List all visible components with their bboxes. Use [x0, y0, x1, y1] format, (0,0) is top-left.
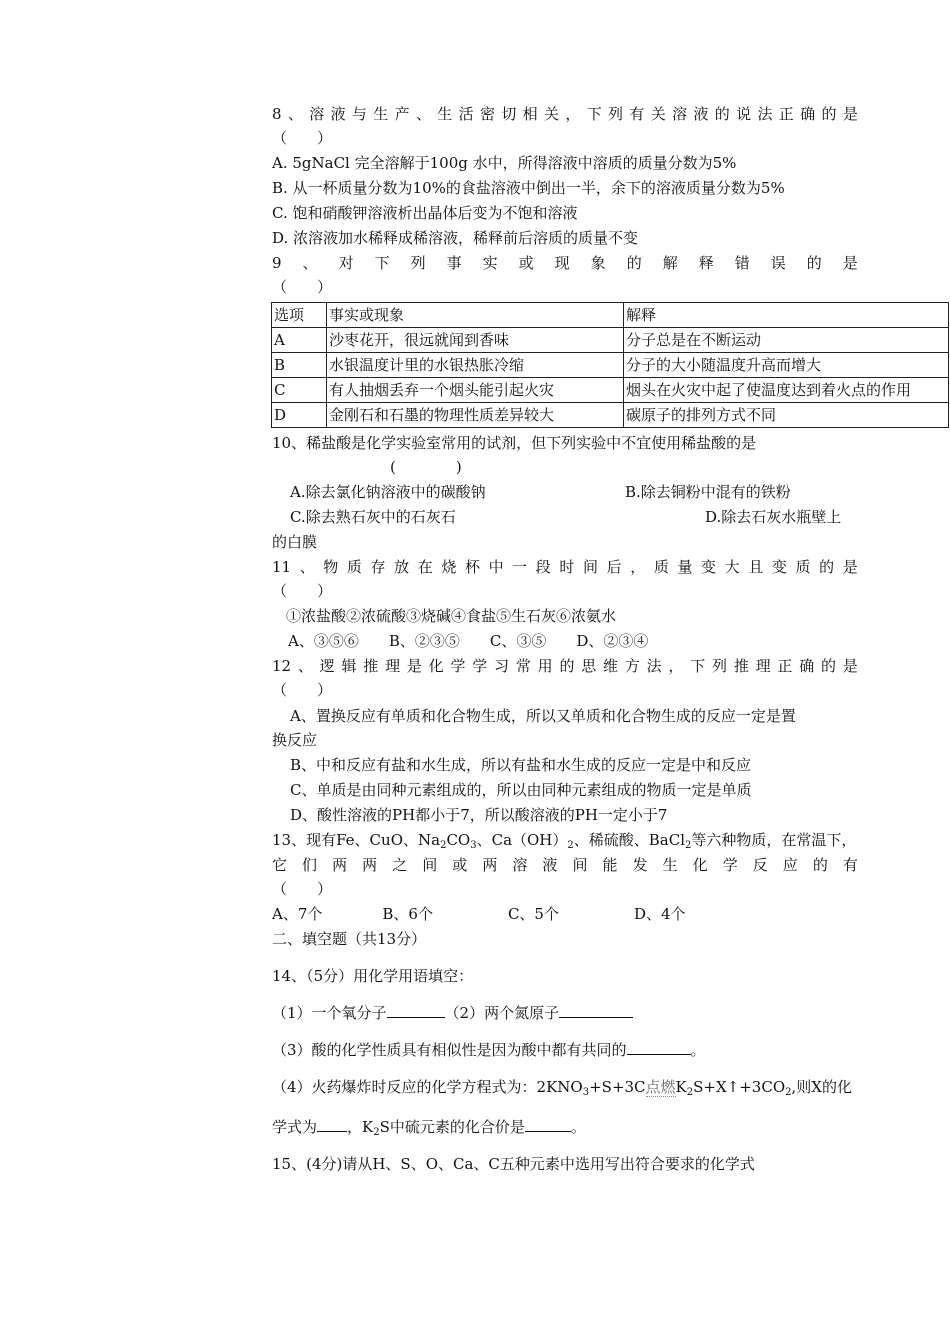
stem-char: 或	[518, 254, 534, 272]
table-header-cell: 选项	[272, 303, 327, 328]
table-cell: D	[272, 403, 327, 428]
q10-option-a: A.除去氯化钠溶液中的碳酸钠	[290, 483, 486, 501]
q14-line4	[272, 1116, 586, 1138]
table-cell: C	[272, 378, 327, 403]
q14-line3	[272, 1076, 852, 1098]
q13-line2	[272, 854, 858, 876]
stem-char: 变	[771, 558, 787, 576]
subscript: 2	[373, 1127, 380, 1138]
stem-char: 的	[714, 105, 730, 123]
stem-char: 密	[479, 105, 495, 123]
q9-table	[271, 302, 949, 428]
stem-char: 们	[302, 856, 318, 874]
text: 。	[690, 1041, 706, 1059]
q12-paren: （ ）	[272, 681, 333, 699]
q14-stem: 14、（5分）用化学用语填空：	[272, 967, 474, 985]
stem-char: ，	[668, 657, 684, 675]
stem-char: 化	[692, 856, 708, 874]
table-cell: 金刚石和石墨的物理性质差异较大	[327, 403, 624, 428]
stem-char: 确	[800, 105, 816, 123]
q11-stem	[272, 556, 858, 578]
stem-char: 9	[272, 254, 282, 272]
answer-blank[interactable]	[559, 1003, 633, 1018]
table-cell: 沙枣花开，很远就闻到香味	[327, 328, 624, 353]
stem-char: 溶	[309, 105, 325, 123]
stem-char: 间	[583, 558, 599, 576]
q12-option-d: D、酸性溶液的PH都小于7，所以酸溶液的PH一定小于7	[290, 806, 668, 824]
q13-paren: （ ）	[272, 880, 333, 898]
stem-char: 解	[662, 254, 678, 272]
reaction-condition: 点燃	[645, 1078, 676, 1096]
table-cell: 烟头在火灾中起了使温度达到着火点的作用	[624, 378, 949, 403]
subscript: 2	[567, 840, 574, 851]
q11-options: A、③⑤⑥ B、②③⑤ C、③⑤ D、②③④	[288, 632, 649, 650]
text: （4）火药爆炸时反应的化学方程式为：2KNO	[272, 1078, 583, 1096]
q12-stem	[272, 655, 858, 677]
stem-char: 正	[777, 657, 793, 675]
stem-char: 后	[606, 558, 622, 576]
stem-char: 维	[603, 657, 619, 675]
subscript: 2	[785, 1087, 792, 1098]
q10-option-d-cont: 的白膜	[272, 533, 318, 551]
table-header-cell: 解释	[624, 303, 949, 328]
table-row	[272, 353, 949, 378]
stem-char: 是	[842, 105, 858, 123]
stem-char: 方	[624, 657, 640, 675]
stem-char: 反	[752, 856, 768, 874]
q10-option-c: C.除去熟石灰中的石灰石	[290, 508, 456, 526]
stem-char: 推	[733, 657, 749, 675]
stem-char: 切	[501, 105, 517, 123]
stem-char: 、	[302, 254, 318, 272]
stem-char: 生	[437, 105, 453, 123]
text: （2）两个氮原子	[444, 1004, 560, 1022]
stem-char: 中	[488, 558, 504, 576]
stem-char: 之	[392, 856, 408, 874]
stem-char: 两	[362, 856, 378, 874]
stem-char: 两	[332, 856, 348, 874]
stem-char: 学	[450, 657, 466, 675]
stem-char: 推	[363, 657, 379, 675]
stem-char: 正	[778, 105, 794, 123]
table-cell: 碳原子的排列方式不同	[624, 403, 949, 428]
table-row	[272, 328, 949, 353]
stem-char: 液	[330, 105, 346, 123]
stem-char: ，	[565, 105, 581, 123]
stem-char: 误	[770, 254, 786, 272]
stem-char: 常	[515, 657, 531, 675]
stem-char: 事	[446, 254, 462, 272]
q14-line2	[272, 1039, 706, 1061]
stem-char: 质	[346, 558, 362, 576]
stem-char: 能	[602, 856, 618, 874]
table-header-cell: 事实或现象	[327, 303, 624, 328]
table-cell: 有人抽烟丢弃一个烟头能引起火灾	[327, 378, 624, 403]
stem-char: 存	[370, 558, 386, 576]
text: CO	[446, 831, 471, 849]
stem-char: 在	[417, 558, 433, 576]
stem-char: 下	[586, 105, 602, 123]
stem-char: 说	[736, 105, 752, 123]
stem-char: 质	[795, 558, 811, 576]
stem-char: 、	[299, 558, 315, 576]
stem-char: 有	[629, 105, 645, 123]
stem-char: 现	[554, 254, 570, 272]
stem-char: 的	[559, 657, 575, 675]
subscript: 2	[685, 840, 692, 851]
stem-char: 12	[272, 657, 292, 675]
text: K	[675, 1078, 687, 1096]
stem-char: 有	[842, 856, 858, 874]
stem-char: 逻	[319, 657, 335, 675]
table-cell: A	[272, 328, 327, 353]
stem-char: 生	[373, 105, 389, 123]
subscript: 3	[582, 1087, 590, 1098]
text: （3）酸的化学性质具有相似性是因为酸中都有共同的	[272, 1041, 627, 1059]
q10-stem: 10、稀盐酸是化学实验室常用的试剂，但下列实验中不宜使用稀盐酸的是	[272, 434, 757, 452]
text: 学式为	[272, 1118, 318, 1136]
stem-char: 溶	[512, 856, 528, 874]
stem-char: 的	[821, 105, 837, 123]
stem-char: 11	[272, 558, 292, 576]
q12-option-b: B、中和反应有盐和水生成，所以有盐和水生成的反应一定是中和反应	[290, 756, 752, 774]
stem-char: 的	[626, 254, 642, 272]
answer-blank[interactable]	[387, 1003, 445, 1018]
stem-char: 释	[698, 254, 714, 272]
stem-char: 杯	[464, 558, 480, 576]
stem-char: 生	[662, 856, 678, 874]
stem-char: 是	[842, 657, 858, 675]
table-row	[272, 378, 949, 403]
stem-char: ，	[630, 558, 646, 576]
q15-stem: 15、(4分)请从H、S、O、Ca、C五种元素中选用写出符合要求的化学式	[272, 1155, 755, 1173]
q8-option-d: D. 浓溶液加水稀释成稀溶液，稀释前后溶质的质量不变	[272, 229, 639, 247]
table-cell: B	[272, 353, 327, 378]
text: ,则X的化	[791, 1078, 852, 1096]
q9-paren: （ ）	[272, 278, 333, 296]
stem-char: 间	[572, 856, 588, 874]
stem-char: 列	[712, 657, 728, 675]
text: S+X↑+3CO	[693, 1078, 786, 1096]
stem-char: 理	[755, 657, 771, 675]
stem-char: 列	[608, 105, 624, 123]
stem-char: 关	[650, 105, 666, 123]
stem-char: 变	[701, 558, 717, 576]
stem-char: 间	[422, 856, 438, 874]
stem-char: 液	[693, 105, 709, 123]
table-row	[272, 403, 949, 428]
stem-char: 、	[297, 657, 313, 675]
stem-char: 的	[819, 558, 835, 576]
stem-char: 、	[415, 105, 431, 123]
stem-char: 是	[842, 558, 858, 576]
q13-options: A、7个 B、6个 C、5个 D、4个	[272, 905, 686, 923]
stem-char: 应	[782, 856, 798, 874]
answer-blank[interactable]	[317, 1117, 347, 1132]
stem-char: 液	[542, 856, 558, 874]
section-title: 二、填空题（共13分）	[272, 930, 427, 948]
stem-char: 的	[806, 254, 822, 272]
subscript: 2	[440, 840, 447, 851]
stem-char: 的	[812, 856, 828, 874]
stem-char: 时	[559, 558, 575, 576]
table-cell: 水银温度计里的水银热胀冷缩	[327, 353, 624, 378]
text: 。	[570, 1118, 586, 1136]
subscript: 3	[470, 840, 477, 851]
stem-char: 错	[734, 254, 750, 272]
stem-char: 的	[821, 657, 837, 675]
stem-char: 习	[494, 657, 510, 675]
stem-char: 一	[512, 558, 528, 576]
stem-char: 学	[722, 856, 738, 874]
stem-char: 对	[338, 254, 354, 272]
stem-char: 思	[581, 657, 597, 675]
stem-char: 相	[522, 105, 538, 123]
answer-blank[interactable]	[627, 1040, 691, 1055]
stem-char: 活	[458, 105, 474, 123]
table-header-row	[272, 303, 949, 328]
stem-char: 理	[385, 657, 401, 675]
stem-char: 下	[374, 254, 390, 272]
stem-char: 且	[748, 558, 764, 576]
q12-option-c: C、单质是由同种元素组成的，所以由同种元素组成的物质一定是单质	[290, 781, 752, 799]
stem-char: 用	[537, 657, 553, 675]
stem-char: 发	[632, 856, 648, 874]
stem-char: 它	[272, 856, 288, 874]
stem-char: 法	[757, 105, 773, 123]
stem-char: 量	[677, 558, 693, 576]
q10-option-b: B.除去铜粉中混有的铁粉	[625, 483, 791, 501]
q11-paren: （ ）	[272, 582, 333, 600]
answer-blank[interactable]	[525, 1117, 571, 1132]
subscript: 2	[686, 1087, 694, 1098]
stem-char: 列	[410, 254, 426, 272]
stem-char: 化	[428, 657, 444, 675]
stem-char: 是	[406, 657, 422, 675]
stem-char: 或	[452, 856, 468, 874]
q11-items: ①浓盐酸②浓硫酸③烧碱④食盐⑤生石灰⑥浓氨水	[286, 607, 617, 625]
text: 等六种物质，在常温下，	[691, 831, 857, 849]
q12-option-a: A、置换反应有单质和化合物生成，所以又单质和化合物生成的反应一定是置	[290, 707, 796, 725]
q12-option-a-cont: 换反应	[272, 731, 318, 749]
q8-option-c: C. 饱和硝酸钾溶液析出晶体后变为不饱和溶液	[272, 204, 578, 222]
q10-option-d: D.除去石灰水瓶壁上	[705, 508, 842, 526]
q9-stem	[272, 252, 858, 274]
text: 、稀硫酸、BaCl	[573, 831, 686, 849]
stem-char: 是	[842, 254, 858, 272]
q14-line1	[272, 1002, 633, 1024]
stem-char: 象	[590, 254, 606, 272]
table-cell: 分子总是在不断运动	[624, 328, 949, 353]
q8-option-a: A. 5gNaCl 完全溶解于100g 水中，所得溶液中溶质的质量分数为5%	[272, 154, 737, 172]
stem-char: 放	[394, 558, 410, 576]
stem-char: 烧	[441, 558, 457, 576]
stem-char: 确	[799, 657, 815, 675]
text: 13、现有Fe、CuO、Na	[272, 831, 441, 849]
stem-char: 两	[482, 856, 498, 874]
table-cell: 分子的大小随温度升高而增大	[624, 353, 949, 378]
stem-char: 质	[653, 558, 669, 576]
stem-char: 溶	[672, 105, 688, 123]
stem-char: 法	[646, 657, 662, 675]
text: S中硫元素的化合价是	[379, 1118, 525, 1136]
stem-char: 实	[482, 254, 498, 272]
stem-char: 8	[272, 105, 282, 123]
stem-char: 关	[544, 105, 560, 123]
stem-char: 学	[472, 657, 488, 675]
text: （1）一个氧分子	[272, 1004, 387, 1022]
text: ，K	[347, 1118, 374, 1136]
stem-char: 下	[690, 657, 706, 675]
stem-char: 、	[287, 105, 303, 123]
text: 、Ca（OH）	[476, 831, 568, 849]
q10-paren: ( )	[390, 458, 462, 476]
q13-line1	[272, 829, 856, 851]
stem-char: 辑	[341, 657, 357, 675]
stem-char: 与	[351, 105, 367, 123]
stem-char: 物	[323, 558, 339, 576]
q8-paren: （ ）	[272, 129, 333, 147]
text: +S+3C	[589, 1078, 646, 1096]
stem-char: 大	[724, 558, 740, 576]
q8-option-b: B. 从一杯质量分数为10%的食盐溶液中倒出一半，余下的溶液质量分数为5%	[272, 179, 785, 197]
q8-stem	[272, 103, 858, 125]
stem-char: 产	[394, 105, 410, 123]
stem-char: 段	[535, 558, 551, 576]
